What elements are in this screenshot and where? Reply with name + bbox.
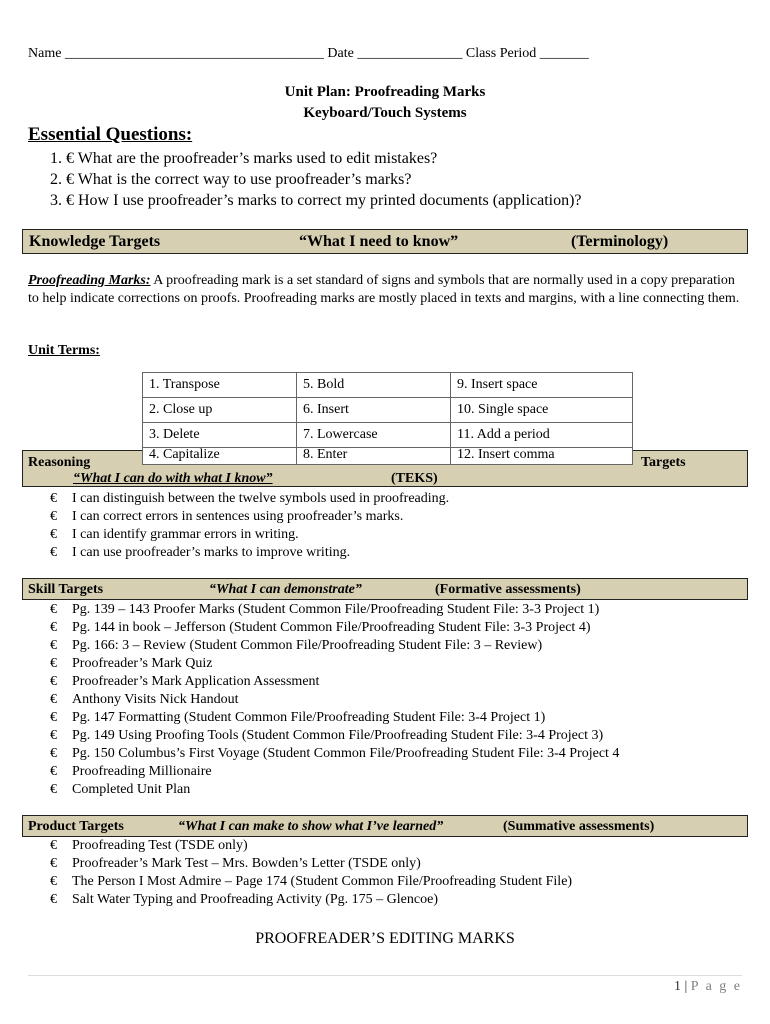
list-item: € The Person I Most Admire – Page 174 (Student Common File/Proofreading Student File) <box>50 873 572 891</box>
list-item: € I can correct errors in sentences using proofreader’s marks. <box>50 508 449 526</box>
skill-targets-quote: “What I can demonstrate” <box>209 582 362 597</box>
term-cell: 2. Close up <box>143 398 297 423</box>
list-item: € Pg. 166: 3 – Review (Student Common File/Proofreading Student File: 3 – Review) <box>50 637 619 655</box>
footer-divider <box>28 975 742 976</box>
page-number-value: 1 <box>673 979 681 994</box>
table-row <box>143 448 633 465</box>
list-item: € Pg. 144 in book – Jefferson (Student Common File/Proofreading Student File: 3-3 Project 4) <box>50 619 619 637</box>
essential-question: 1. € What are the proofreader’s marks used to edit mistakes? <box>50 150 438 167</box>
term-cell: 6. Insert <box>297 398 451 423</box>
editing-marks-heading: PROOFREADER’S EDITING MARKS <box>255 930 515 947</box>
term-cell: 3. Delete <box>143 423 297 448</box>
term-cell: 12. Insert comma <box>451 448 633 465</box>
product-targets-note: (Summative assessments) <box>503 819 655 834</box>
essential-questions-list <box>50 148 582 211</box>
term-cell: 5. Bold <box>297 373 451 398</box>
table-row <box>143 398 633 423</box>
skill-targets-list <box>50 601 619 799</box>
reasoning-targets-note: (TEKS) <box>391 471 438 486</box>
list-item: € Proofreader’s Mark Application Assessment <box>50 673 619 691</box>
term-cell: 9. Insert space <box>451 373 633 398</box>
term-cell: 10. Single space <box>451 398 633 423</box>
term-cell: 11. Add a period <box>451 423 633 448</box>
list-item: € Pg. 139 – 143 Proofer Marks (Student Common File/Proofreading Student File: 3-3 Project 1) <box>50 601 619 619</box>
list-item: € Pg. 150 Columbus’s First Voyage (Student Common File/Proofreading Student File: 3-4 Project 4 <box>50 745 619 763</box>
essential-question: 3. € How I use proofreader’s marks to correct my printed documents (application)? <box>50 192 582 209</box>
list-item: € Proofreading Millionaire <box>50 763 619 781</box>
page-number <box>674 979 742 995</box>
table-row <box>143 373 633 398</box>
skill-targets-note: (Formative assessments) <box>435 582 581 597</box>
knowledge-targets-bar <box>22 229 748 254</box>
list-item: € Proofreader’s Mark Test – Mrs. Bowden’s Letter (TSDE only) <box>50 855 572 873</box>
list-item: € Salt Water Typing and Proofreading Activity (Pg. 175 – Glencoe) <box>50 891 572 909</box>
name-date-period-line: Name _____________________________________ Date _______________ Class Period _______ <box>28 46 589 61</box>
unit-terms-table <box>142 372 633 465</box>
list-item: € Completed Unit Plan <box>50 781 619 799</box>
proofreading-marks-definition <box>28 272 740 308</box>
definition-term: Proofreading Marks: <box>28 273 151 288</box>
list-item: € Anthony Visits Nick Handout <box>50 691 619 709</box>
page-label: P a g e <box>690 979 742 994</box>
list-item: € I can use proofreader’s marks to improve writing. <box>50 544 449 562</box>
product-targets-bar <box>22 815 748 837</box>
table-row <box>143 423 633 448</box>
product-targets-quote: “What I can make to show what I’ve learned” <box>178 819 444 834</box>
definition-text: A proofreading mark is a set standard of signs and symbols that are normally used in a copy preparation to help indicate corrections on proofs. Proofreading marks are mostly placed in texts and margins, with a line connecting them. <box>28 273 740 306</box>
reasoning-targets-quote: “What I can do with what I know” <box>73 471 273 486</box>
reasoning-targets-label: Reasoning <box>28 455 91 470</box>
list-item: € Proofreader’s Mark Quiz <box>50 655 619 673</box>
term-cell: 1. Transpose <box>143 373 297 398</box>
list-item: € I can distinguish between the twelve symbols used in proofreading. <box>50 490 449 508</box>
page-title: Unit Plan: Proofreading Marks <box>284 84 486 100</box>
list-item: € Proofreading Test (TSDE only) <box>50 837 572 855</box>
term-cell: 4. Capitalize <box>143 448 297 465</box>
list-item: € Pg. 149 Using Proofing Tools (Student Common File/Proofreading Student File: 3-4 Project 3) <box>50 727 619 745</box>
skill-targets-bar <box>22 578 748 600</box>
knowledge-targets-label: Knowledge Targets <box>29 233 161 250</box>
list-item: € Pg. 147 Formatting (Student Common File/Proofreading Student File: 3-4 Project 1) <box>50 709 619 727</box>
essential-questions-heading: Essential Questions: <box>28 124 193 145</box>
knowledge-targets-note: (Terminology) <box>571 233 669 250</box>
term-cell: 7. Lowercase <box>297 423 451 448</box>
skill-targets-label: Skill Targets <box>28 582 104 597</box>
term-cell: 8. Enter <box>297 448 451 465</box>
reasoning-targets-list <box>50 490 449 562</box>
page-number-separator: | <box>680 979 691 994</box>
product-targets-list <box>50 837 572 909</box>
product-targets-label: Product Targets <box>28 819 124 834</box>
essential-question: 2. € What is the correct way to use proofreader’s marks? <box>50 171 412 188</box>
unit-terms-heading: Unit Terms: <box>28 343 100 358</box>
reasoning-targets-suffix: Targets <box>641 455 686 470</box>
page-subtitle: Keyboard/Touch Systems <box>303 105 467 121</box>
list-item: € I can identify grammar errors in writing. <box>50 526 449 544</box>
knowledge-targets-quote: “What I need to know” <box>299 233 459 250</box>
